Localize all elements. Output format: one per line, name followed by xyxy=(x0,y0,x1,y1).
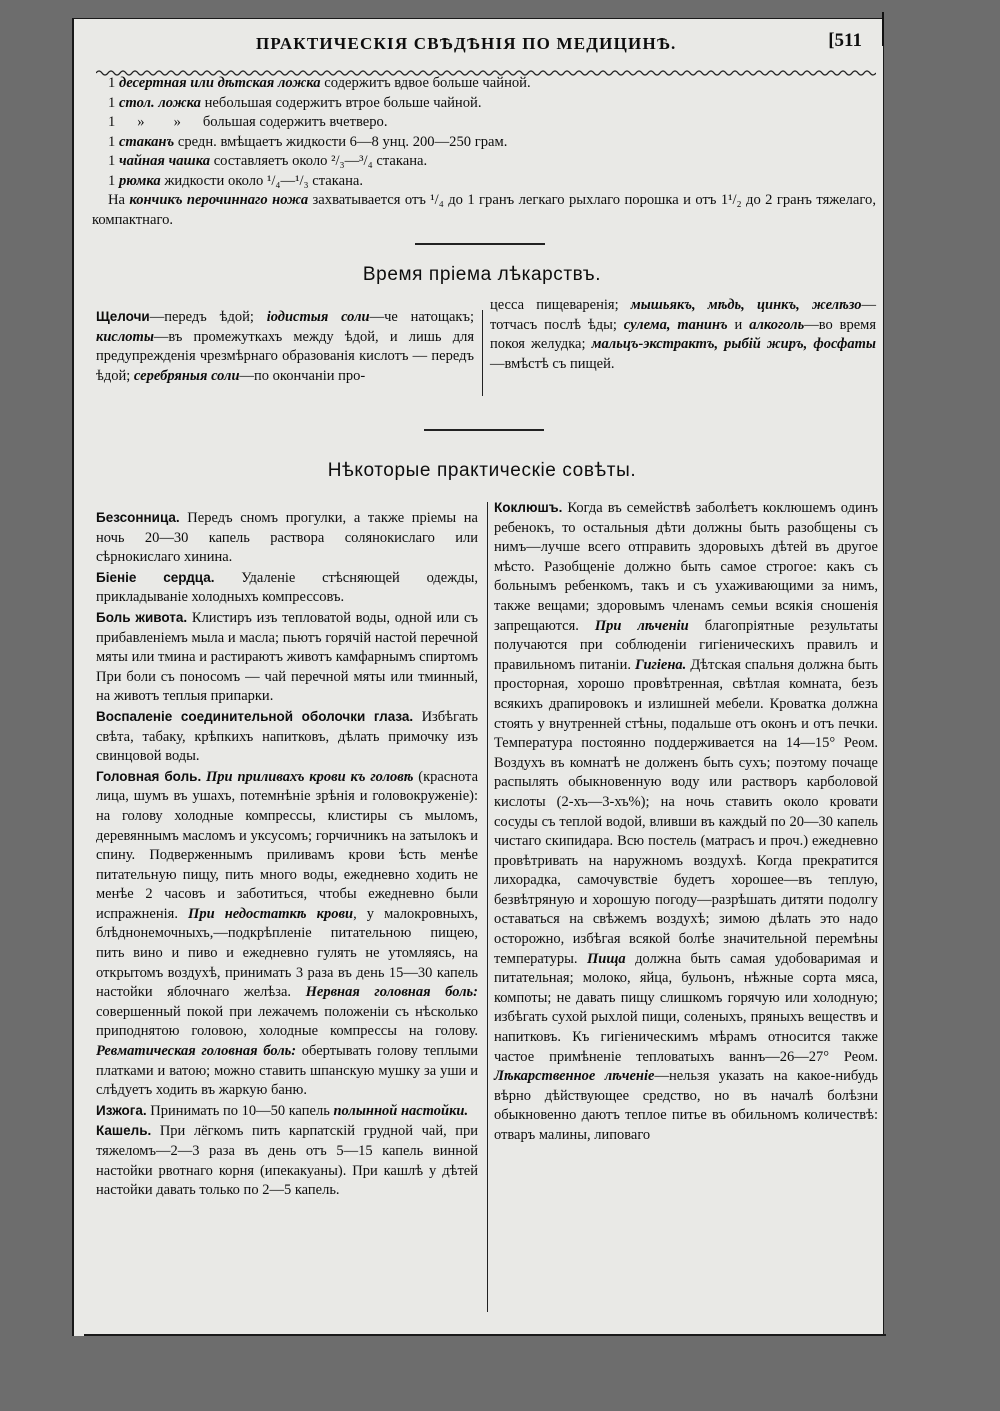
advice-paragraph xyxy=(96,767,478,1101)
body-text: Передъ сномъ прогулки, а также пріемы на ночь 20—30 капель раствора солянокислаго или сѣрнокислаго хинина. xyxy=(96,510,478,566)
measure-text: средн. вмѣщаетъ жидкости 6—8 унц. 200—250 грам. xyxy=(174,133,508,150)
section-title-practical-advice: Нѣкоторые практическіе совѣты. xyxy=(327,460,637,481)
section1-left-column xyxy=(96,307,474,386)
advice-paragraph xyxy=(96,508,478,568)
measure-line xyxy=(92,74,876,94)
section1-right-column xyxy=(490,296,876,374)
advice-paragraph xyxy=(96,1121,478,1200)
body-text: Когда въ семействѣ заболѣетъ коклюшемъ одинъ ребенокъ, то остальныя дѣти должны быть разобщены съ нимъ—лучше всего отправить здоровыхъ дѣтей въ другое мѣсто. Разобщеніе должно быть самое строгое: какъ съ больнымъ ребенкомъ, такъ и съ ухаживающими за нимъ, также вещами; здоровымъ членамъ семьи всякія сношенія запрещаются. xyxy=(494,500,878,634)
body-text: Дѣтская спальня должна быть просторная, хорошо провѣтренная, свѣтлая комната, безъ всякихъ драпировокъ и излишней мебели. Кроватка должна стоять у внутренней стѣны, подальше отъ оконъ и отъ печки. Температура постоянно поддерживается на 14—15° Реом. Воздухъ въ комнатѣ не долженъ быть сухъ; поэтому почаще распылять обыкновенную воду или растворъ карболовой кислоты (2-хъ—3-хъ%); на ночь ставить около кровати сосуды съ теплой водой, вливши въ каждый по 20—30 капель чистаго скипидара. Всю постель (матрасъ и проч.) ежедневно провѣтривать на наружномъ воздухѣ. Когда прекратится лихорадка, самочувствіе будетъ хорошее—въ теплую, безвѣтряную и хорошую погоду—разрѣшать дитяти подолгу оставаться на свѣжемъ воздухѣ; зимою дѣлать это надо осторожно, избѣгая всякой болѣе значительной перемѣны температуры. xyxy=(494,656,879,967)
page-number: [511 xyxy=(828,30,862,51)
advice-term: Біеніе сердца. xyxy=(96,569,215,585)
paragraph-term: Щелочи xyxy=(96,309,150,324)
measure-term: рюмка xyxy=(118,172,161,189)
measure-prefix: 1 » » xyxy=(108,114,203,130)
measure-line xyxy=(92,133,876,153)
emphasis-text: При приливахъ крови къ головѣ xyxy=(206,768,414,785)
measures-list xyxy=(92,74,876,230)
body-text: должна быть самая удобоваримая и питательная; молоко, яйца, бульонъ, нѣжные сорта мяса, компоты; не давать пищу слишкомъ горячую или холодную; избѣгать сухой рыхлой пищи, соленыхъ, пряныхъ веществъ и напитковъ. Къ гигіеническимъ мѣрамъ относится также частое примѣненіе тепловатыхъ ваннъ—26—27° Реом. xyxy=(494,950,879,1065)
emphasis-text: мальцъ-экстрактъ, рыбій жиръ, фосфаты xyxy=(591,336,876,353)
advice-term: Изжога. xyxy=(96,1102,147,1118)
measure-line xyxy=(92,113,876,133)
body-text: Клистиръ изъ тепловатой воды, одной или съ прибавленіемъ мыла и масла; пьютъ горячій настой перечной мяты или тмина и растираютъ животъ камфарнымъ спиртомъ При боли съ поносомъ — чай перечной мяты или тминный, на животъ теплыя припарки. xyxy=(96,609,478,705)
emphasis-text: Пища xyxy=(586,950,626,967)
body-text: и xyxy=(727,316,750,333)
divider-rule xyxy=(424,429,544,431)
advice-paragraph xyxy=(96,608,478,707)
measure-line xyxy=(92,172,876,192)
measure-text: жидкости около ¹/₄—¹/₃ стакана. xyxy=(160,172,364,189)
section2-right-column xyxy=(494,498,878,1146)
body-text: цесса пищеваренія; xyxy=(490,297,631,313)
measure-line xyxy=(92,152,876,172)
section2-left-column xyxy=(96,508,478,1201)
emphasis-text: мышьякъ, мѣдь, цинкъ, желѣзо xyxy=(630,297,862,313)
body-text: Принимать по 10—50 капель xyxy=(146,1102,334,1119)
body-text: —тотчасъ послѣ ѣды; xyxy=(490,297,876,333)
measure-line xyxy=(92,94,876,114)
paragraph xyxy=(96,307,474,386)
advice-term: Воспаленіе соединительной оболочки глаза. xyxy=(96,708,414,724)
body-text: —по окончаніи про- xyxy=(239,367,366,384)
running-header-title: ПРАКТИЧЕСКІЯ СВѢДѢНІЯ ПО МЕДИЦИНѢ. xyxy=(256,34,677,53)
body-text: —нельзя указать на какое-нибудь вѣрно дѣйствующее средство, но въ началѣ болѣзни обыкновенно даютъ теплое питье въ обильномъ количествѣ: отваръ малины, липоваго xyxy=(494,1068,878,1143)
measure-prefix: 1 xyxy=(108,94,119,111)
emphasis-text: сулема, танинъ xyxy=(623,316,728,333)
emphasis-text: полынной настойки. xyxy=(333,1102,469,1119)
body-text: , у малокровныхъ, блѣднонемочныхъ,—подкрѣпленіе питательною пищею, пить вино и пиво и ежедневно гулять не утомляясь, на открытомъ воздухѣ, принимать 3 раза въ день 15—30 капель настойки яблочнаго желѣза. xyxy=(96,905,478,1001)
measure-term: десертная или дѣтская ложка xyxy=(118,75,321,91)
measure-term: стол. ложка xyxy=(118,94,201,111)
measure-line xyxy=(92,191,876,230)
body-text: —вмѣстѣ съ пищей. xyxy=(490,355,615,372)
measure-term: чайная чашка xyxy=(118,153,211,169)
measure-prefix: 1 xyxy=(108,75,119,91)
emphasis-text: іодистыя соли xyxy=(266,309,370,325)
body-text: —во время покоя желудка; xyxy=(490,316,877,353)
body-text: благопріятные результаты получаются при соблюденіи гигіеническихъ правилъ и правильномъ питаніи. xyxy=(494,617,879,673)
measure-text: составляетъ около ²/₃—³/₄ стакана. xyxy=(210,153,428,169)
page-corner-mark xyxy=(882,12,884,46)
column-divider xyxy=(482,310,483,396)
section-title-medicine-timing: Время пріема лѣкарствъ. xyxy=(362,264,602,285)
advice-term: Коклюшъ. xyxy=(494,500,563,515)
measure-prefix: 1 xyxy=(108,153,119,169)
column-divider xyxy=(487,502,488,1312)
advice-paragraph xyxy=(494,498,878,1146)
advice-term: Боль живота. xyxy=(96,609,188,625)
advice-paragraph xyxy=(96,568,478,608)
paragraph xyxy=(490,296,876,374)
advice-term: Кашель. xyxy=(96,1123,152,1139)
page-bottom-rule xyxy=(84,1334,886,1336)
emphasis-text: При недостаткѣ крови xyxy=(188,905,354,922)
measure-text: большая содержитъ вчетверо. xyxy=(202,114,388,130)
measure-prefix: 1 xyxy=(108,172,119,189)
emphasis-text: При лѣченіи xyxy=(594,617,689,634)
body-text: совершенный покой при лежачемъ положеніи съ нѣсколько приподнятою головою, холодные компрессы на голову. xyxy=(96,1003,478,1040)
emphasis-text: Нервная головная боль: xyxy=(305,984,478,1001)
body-text: —че натощакъ; xyxy=(369,309,475,325)
advice-term: Головная боль. xyxy=(96,768,202,784)
body-text: —передъ ѣдой; xyxy=(149,309,267,325)
emphasis-text: серебряныя соли xyxy=(133,367,240,384)
divider-rule xyxy=(415,243,545,245)
emphasis-text: Гигіена. xyxy=(635,656,687,673)
body-text: обертывать голову теплыми платками и ватою; можно ставить шпанскую мушку за уши и слѣдуетъ ходить въ жаркую баню. xyxy=(96,1043,478,1099)
running-header xyxy=(96,30,862,70)
measure-text: содержитъ вдвое больше чайной. xyxy=(320,75,531,91)
advice-paragraph xyxy=(96,707,478,767)
measure-text: небольшая содержитъ втрое больше чайной. xyxy=(200,94,482,111)
advice-term: Безсонница. xyxy=(96,510,180,525)
measure-term: кончикъ перочиннаго ножа xyxy=(129,192,309,208)
emphasis-text: алкоголь xyxy=(749,316,805,333)
measure-text: захватывается отъ ¹/₄ до 1 гранъ легкаго рыхлаго порошка и отъ 1¹/₂ до 2 гранъ тяжелаго, компактнаго. xyxy=(92,192,876,228)
measure-prefix: 1 xyxy=(108,133,119,150)
measure-term: стаканъ xyxy=(118,133,175,150)
emphasis-text: Ревматическая головная боль: xyxy=(96,1043,297,1060)
emphasis-text: кислоты xyxy=(96,328,154,345)
body-text: Избѣгать свѣта, табаку, крѣпкихъ напитковъ, дѣлать примочку изъ свинцовой воды. xyxy=(96,708,478,765)
emphasis-text: Лѣкарственное лѣченіе xyxy=(494,1068,655,1085)
body-text: При лёгкомъ пить карпатскій грудной чай, при тяжеломъ—2—3 раза въ день отъ 5—15 капель винной настойки рвотнаго корня (ипекакуаны). При кашлѣ у дѣтей настойки давать только по 2—5 капель. xyxy=(96,1123,478,1199)
measure-prefix: На xyxy=(108,192,130,208)
body-text: —въ промежуткахъ между ѣдой, и лишь для предупрежденія чрезмѣрнаго образованія кислотъ — передъ ѣдой; xyxy=(96,328,474,384)
advice-paragraph xyxy=(96,1101,478,1122)
body-text: Удаленіе стѣсняющей одежды, прикладываніе холодныхъ компрессовъ. xyxy=(96,569,479,606)
body-text: (краснота лица, шумъ въ ушахъ, потемнѣніе зрѣнія и головокруженіе): на голову холодные компрессы, клистиры съ мыломъ, деревяннымъ масломъ и уксусомъ; горчичникъ на затылокъ и спину. Подверженнымъ приливамъ крови ѣсть менѣе питательную пищу, пить много воды, ежедневно ходить не менѣе 2 часовъ и заботиться, чтобы ежедневно были испражненія. xyxy=(96,768,479,922)
